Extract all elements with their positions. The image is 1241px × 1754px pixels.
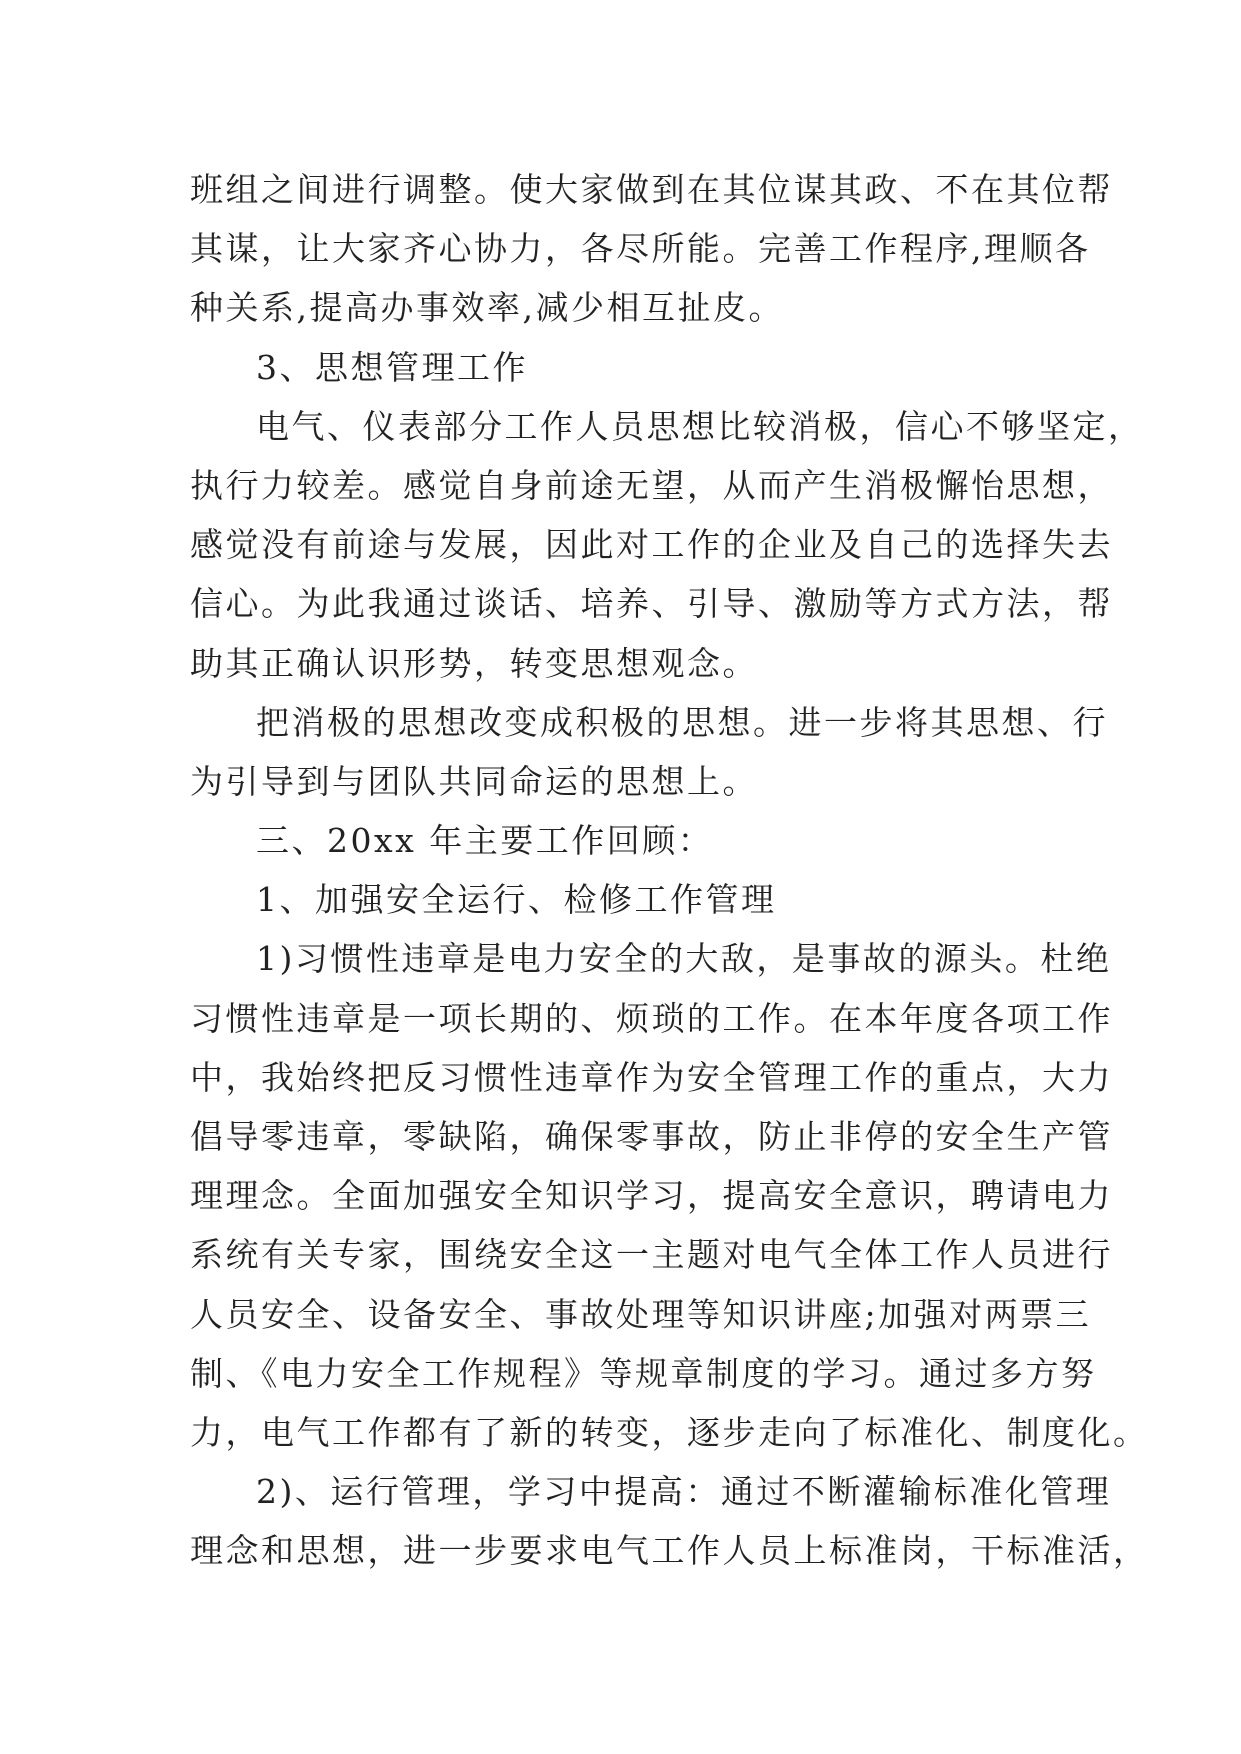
- text-line: 习惯性违章是一项长期的、烦琐的工作。在本年度各项工作: [190, 998, 1113, 1038]
- text-line: 系统有关专家，围绕安全这一主题对电气全体工作人员进行: [190, 1235, 1113, 1275]
- text-line: 人员安全、设备安全、事故处理等知识讲座;加强对两票三: [190, 1294, 1092, 1334]
- text-line: 把消极的思想改变成积极的思想。进一步将其思想、行: [256, 702, 1108, 742]
- section-heading: 三、20xx 年主要工作回顾：: [256, 821, 714, 861]
- text-line: 电气、仪表部分工作人员思想比较消极，信心不够坚定，: [256, 406, 1144, 446]
- text-line: 力，电气工作都有了新的转变，逐步走向了标准化、制度化。: [190, 1412, 1149, 1452]
- text-line: 为引导到与团队共同命运的思想上。: [190, 761, 758, 801]
- text-line: 班组之间进行调整。使大家做到在其位谋其政、不在其位帮: [190, 170, 1113, 209]
- text-line: 中，我始终把反习惯性违章作为安全管理工作的重点，大力: [190, 1057, 1113, 1097]
- section-heading: 1、加强安全运行、检修工作管理: [256, 880, 777, 920]
- text-line: 其谋，让大家齐心协力，各尽所能。完善工作程序,理顺各: [190, 229, 1091, 269]
- text-line: 种关系,提高办事效率,减少相互扯皮。: [190, 288, 784, 328]
- text-line: 感觉没有前途与发展，因此对工作的企业及自己的选择失去: [190, 525, 1113, 565]
- text-line: 理念和思想，进一步要求电气工作人员上标准岗，干标准活，: [190, 1531, 1149, 1571]
- text-line: 制、《电力安全工作规程》等规章制度的学习。通过多方努: [190, 1353, 1097, 1393]
- text-line: 1)习惯性违章是电力安全的大敌，是事故的源头。杜绝: [256, 939, 1112, 979]
- text-line: 执行力较差。感觉自身前途无望，从而产生消极懈怡思想，: [190, 465, 1113, 505]
- section-heading: 3、思想管理工作: [256, 347, 528, 387]
- text-line: 助其正确认识形势，转变思想观念。: [190, 643, 758, 683]
- text-line: 信心。为此我通过谈话、培养、引导、激励等方式方法，帮: [190, 584, 1113, 624]
- text-line: 倡导零违章，零缺陷，确保零事故，防止非停的安全生产管: [190, 1117, 1113, 1156]
- text-line: 2)、运行管理，学习中提高：通过不断灌输标准化管理: [256, 1472, 1112, 1512]
- text-line: 理理念。全面加强安全知识学习，提高安全意识，聘请电力: [190, 1176, 1113, 1216]
- body-text: [190, 160, 1149, 1581]
